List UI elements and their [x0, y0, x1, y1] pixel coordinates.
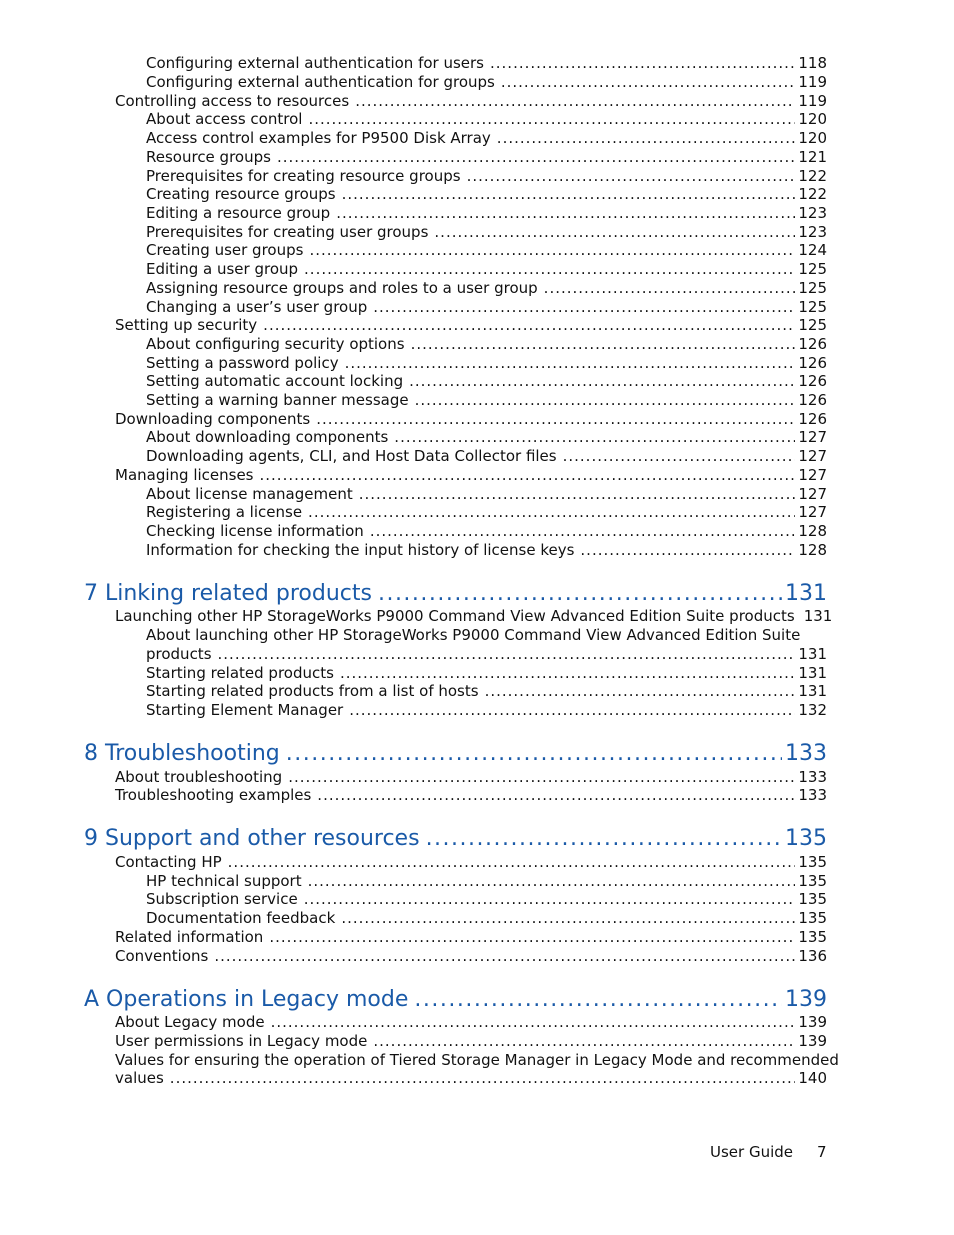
toc-entry[interactable]: Starting Element Manager ..... 132	[146, 701, 827, 720]
toc-entry[interactable]: Registering a license ..... 127	[146, 503, 827, 522]
toc-entry[interactable]: Setting up security ..... 125	[115, 316, 827, 335]
toc-entry[interactable]: Configuring external authentication for groups ..... 119	[146, 73, 827, 92]
toc-entry[interactable]: Editing a resource group ..... 123	[146, 204, 827, 223]
toc-entry-wrapped-line[interactable]: About launching other HP StorageWorks P9000 Command View Advanced Edition Suite	[146, 626, 801, 644]
toc-entry[interactable]: About access control ..... 120	[146, 110, 827, 129]
footer-document-title: User Guide	[710, 1143, 794, 1161]
toc-entry[interactable]: Checking license information ..... 128	[146, 522, 827, 541]
toc-entry[interactable]: Access control examples for P9500 Disk Array ..... 120	[146, 129, 827, 148]
toc-entry-wrapped-line[interactable]: Values for ensuring the operation of Tiered Storage Manager in Legacy Mode and recommended	[115, 1051, 839, 1069]
toc-entry[interactable]: Documentation feedback ..... 135	[146, 909, 827, 928]
toc-entry[interactable]: About downloading components ..... 127	[146, 428, 827, 447]
toc-entry[interactable]: Controlling access to resources ..... 119	[115, 92, 827, 111]
toc-entry[interactable]: Starting related products from a list of hosts ..... 131	[146, 682, 827, 701]
toc-entry[interactable]: About troubleshooting ..... 133	[115, 768, 827, 787]
toc-entry[interactable]: Creating resource groups ..... 122	[146, 185, 827, 204]
toc-chapter-heading[interactable]: 7 Linking related products ..... 131	[84, 580, 827, 608]
footer-page-number: 7	[817, 1143, 827, 1161]
toc-entry[interactable]: Subscription service ..... 135	[146, 890, 827, 909]
toc-chapter-heading[interactable]: A Operations in Legacy mode ..... 139	[84, 986, 827, 1014]
toc-entry[interactable]: Configuring external authentication for users ..... 118	[146, 54, 827, 73]
toc-entry[interactable]: Prerequisites for creating user groups ..... 123	[146, 223, 827, 242]
toc-entry[interactable]: Resource groups ..... 121	[146, 148, 827, 167]
toc-entry[interactable]: Managing licenses ..... 127	[115, 466, 827, 485]
toc-entry[interactable]: Downloading agents, CLI, and Host Data Collector files ..... 127	[146, 447, 827, 466]
toc-entry[interactable]: Downloading components ..... 126	[115, 410, 827, 429]
toc-entry[interactable]: Assigning resource groups and roles to a user group ..... 125	[146, 279, 827, 298]
toc-entry[interactable]: values ..... 140	[115, 1069, 827, 1088]
toc-entry[interactable]: Launching other HP StorageWorks P9000 Command View Advanced Edition Suite products 131	[115, 607, 833, 625]
toc-entry[interactable]: Creating user groups ..... 124	[146, 241, 827, 260]
toc-entry[interactable]: About license management ..... 127	[146, 485, 827, 504]
toc-entry[interactable]: Prerequisites for creating resource groups ..... 122	[146, 167, 827, 186]
toc-entry[interactable]: Conventions ..... 136	[115, 947, 827, 966]
toc-entry[interactable]: Setting a password policy ..... 126	[146, 354, 827, 373]
toc-entry[interactable]: User permissions in Legacy mode ..... 139	[115, 1032, 827, 1051]
toc-entry[interactable]: Troubleshooting examples ..... 133	[115, 786, 827, 805]
toc-entry[interactable]: Editing a user group ..... 125	[146, 260, 827, 279]
toc-entry[interactable]: About Legacy mode ..... 139	[115, 1013, 827, 1032]
toc-entry[interactable]: Related information ..... 135	[115, 928, 827, 947]
toc-entry[interactable]: About configuring security options ..... 126	[146, 335, 827, 354]
toc-chapter-heading[interactable]: 8 Troubleshooting ..... 133	[84, 740, 827, 768]
toc-entry[interactable]: Information for checking the input history of license keys ..... 128	[146, 541, 827, 560]
toc-entry[interactable]: Starting related products ..... 131	[146, 664, 827, 683]
toc-entry[interactable]: products ..... 131	[146, 645, 827, 664]
toc-entry[interactable]: HP technical support ..... 135	[146, 872, 827, 891]
toc-entry[interactable]: Contacting HP ..... 135	[115, 853, 827, 872]
toc-entry[interactable]: Changing a user’s user group ..... 125	[146, 298, 827, 317]
toc-entry[interactable]: Setting a warning banner message ..... 126	[146, 391, 827, 410]
toc-entry[interactable]: Setting automatic account locking ..... 126	[146, 372, 827, 391]
toc-chapter-heading[interactable]: 9 Support and other resources ..... 135	[84, 825, 827, 853]
